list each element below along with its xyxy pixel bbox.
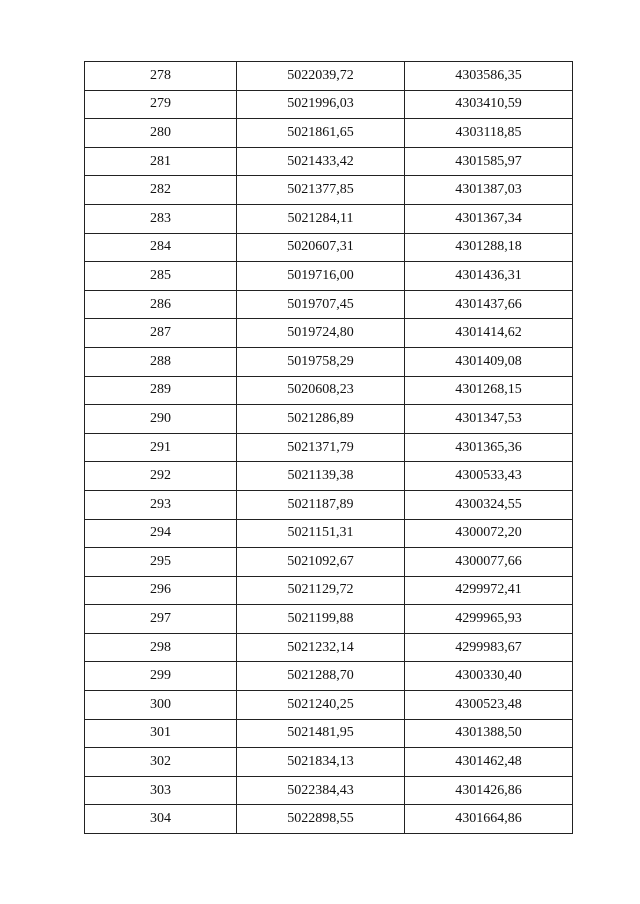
x-coordinate-cell: 5021371,79: [237, 433, 405, 462]
table-row: [85, 147, 573, 176]
x-coordinate-cell: 5021861,65: [237, 119, 405, 148]
y-coordinate-cell: 4301436,31: [405, 262, 573, 291]
y-coordinate-cell: 4300330,40: [405, 662, 573, 691]
y-coordinate-cell: 4300523,48: [405, 691, 573, 720]
x-coordinate-cell: 5021139,38: [237, 462, 405, 491]
y-coordinate-cell: 4299965,93: [405, 605, 573, 634]
point-number-cell: 281: [85, 147, 237, 176]
y-coordinate-cell: 4301268,15: [405, 376, 573, 405]
y-coordinate-cell: 4303586,35: [405, 62, 573, 91]
table-row: [85, 376, 573, 405]
table-row: [85, 633, 573, 662]
y-coordinate-cell: 4301414,62: [405, 319, 573, 348]
x-coordinate-cell: 5021240,25: [237, 691, 405, 720]
y-coordinate-cell: 4301585,97: [405, 147, 573, 176]
point-number-cell: 303: [85, 776, 237, 805]
point-number-cell: 287: [85, 319, 237, 348]
y-coordinate-cell: 4300324,55: [405, 490, 573, 519]
y-coordinate-cell: 4301347,53: [405, 405, 573, 434]
table-row: [85, 319, 573, 348]
y-coordinate-cell: 4300533,43: [405, 462, 573, 491]
table-row: [85, 347, 573, 376]
point-number-cell: 280: [85, 119, 237, 148]
table-row: [85, 605, 573, 634]
table-row: [85, 62, 573, 91]
table-row: [85, 548, 573, 577]
point-number-cell: 294: [85, 519, 237, 548]
point-number-cell: 300: [85, 691, 237, 720]
point-number-cell: 301: [85, 719, 237, 748]
y-coordinate-cell: 4299983,67: [405, 633, 573, 662]
point-number-cell: 282: [85, 176, 237, 205]
point-number-cell: 279: [85, 90, 237, 119]
table-row: [85, 576, 573, 605]
y-coordinate-cell: 4301426,86: [405, 776, 573, 805]
y-coordinate-cell: 4301387,03: [405, 176, 573, 205]
point-number-cell: 298: [85, 633, 237, 662]
x-coordinate-cell: 5019758,29: [237, 347, 405, 376]
x-coordinate-cell: 5022898,55: [237, 805, 405, 834]
table-row: [85, 805, 573, 834]
table-row: [85, 290, 573, 319]
y-coordinate-cell: 4299972,41: [405, 576, 573, 605]
point-number-cell: 290: [85, 405, 237, 434]
x-coordinate-cell: 5022384,43: [237, 776, 405, 805]
point-number-cell: 285: [85, 262, 237, 291]
y-coordinate-cell: 4301367,34: [405, 204, 573, 233]
point-number-cell: 302: [85, 748, 237, 777]
y-coordinate-cell: 4301365,36: [405, 433, 573, 462]
table-row: [85, 176, 573, 205]
table-row: [85, 433, 573, 462]
x-coordinate-cell: 5021996,03: [237, 90, 405, 119]
table-row: [85, 204, 573, 233]
table-row: [85, 233, 573, 262]
table-row: [85, 519, 573, 548]
y-coordinate-cell: 4303118,85: [405, 119, 573, 148]
x-coordinate-cell: 5022039,72: [237, 62, 405, 91]
coordinates-table: [84, 61, 573, 834]
x-coordinate-cell: 5021199,88: [237, 605, 405, 634]
y-coordinate-cell: 4300077,66: [405, 548, 573, 577]
point-number-cell: 288: [85, 347, 237, 376]
point-number-cell: 304: [85, 805, 237, 834]
point-number-cell: 296: [85, 576, 237, 605]
point-number-cell: 284: [85, 233, 237, 262]
y-coordinate-cell: 4301409,08: [405, 347, 573, 376]
x-coordinate-cell: 5019716,00: [237, 262, 405, 291]
point-number-cell: 278: [85, 62, 237, 91]
x-coordinate-cell: 5021834,13: [237, 748, 405, 777]
x-coordinate-cell: 5021129,72: [237, 576, 405, 605]
x-coordinate-cell: 5020608,23: [237, 376, 405, 405]
point-number-cell: 286: [85, 290, 237, 319]
x-coordinate-cell: 5021232,14: [237, 633, 405, 662]
point-number-cell: 293: [85, 490, 237, 519]
table-row: [85, 405, 573, 434]
table-row: [85, 90, 573, 119]
y-coordinate-cell: 4301288,18: [405, 233, 573, 262]
x-coordinate-cell: 5020607,31: [237, 233, 405, 262]
y-coordinate-cell: 4301388,50: [405, 719, 573, 748]
x-coordinate-cell: 5021284,11: [237, 204, 405, 233]
x-coordinate-cell: 5021481,95: [237, 719, 405, 748]
point-number-cell: 292: [85, 462, 237, 491]
table-row: [85, 662, 573, 691]
point-number-cell: 289: [85, 376, 237, 405]
table-row: [85, 776, 573, 805]
table-row: [85, 262, 573, 291]
point-number-cell: 299: [85, 662, 237, 691]
point-number-cell: 291: [85, 433, 237, 462]
y-coordinate-cell: 4301437,66: [405, 290, 573, 319]
table-row: [85, 462, 573, 491]
coordinates-table-body: [85, 62, 573, 834]
x-coordinate-cell: 5021187,89: [237, 490, 405, 519]
x-coordinate-cell: 5021151,31: [237, 519, 405, 548]
table-row: [85, 490, 573, 519]
x-coordinate-cell: 5021286,89: [237, 405, 405, 434]
y-coordinate-cell: 4301462,48: [405, 748, 573, 777]
y-coordinate-cell: 4303410,59: [405, 90, 573, 119]
x-coordinate-cell: 5019707,45: [237, 290, 405, 319]
x-coordinate-cell: 5021288,70: [237, 662, 405, 691]
y-coordinate-cell: 4300072,20: [405, 519, 573, 548]
x-coordinate-cell: 5021092,67: [237, 548, 405, 577]
x-coordinate-cell: 5021377,85: [237, 176, 405, 205]
table-row: [85, 719, 573, 748]
point-number-cell: 297: [85, 605, 237, 634]
table-row: [85, 748, 573, 777]
point-number-cell: 295: [85, 548, 237, 577]
x-coordinate-cell: 5021433,42: [237, 147, 405, 176]
x-coordinate-cell: 5019724,80: [237, 319, 405, 348]
point-number-cell: 283: [85, 204, 237, 233]
table-row: [85, 119, 573, 148]
table-row: [85, 691, 573, 720]
y-coordinate-cell: 4301664,86: [405, 805, 573, 834]
